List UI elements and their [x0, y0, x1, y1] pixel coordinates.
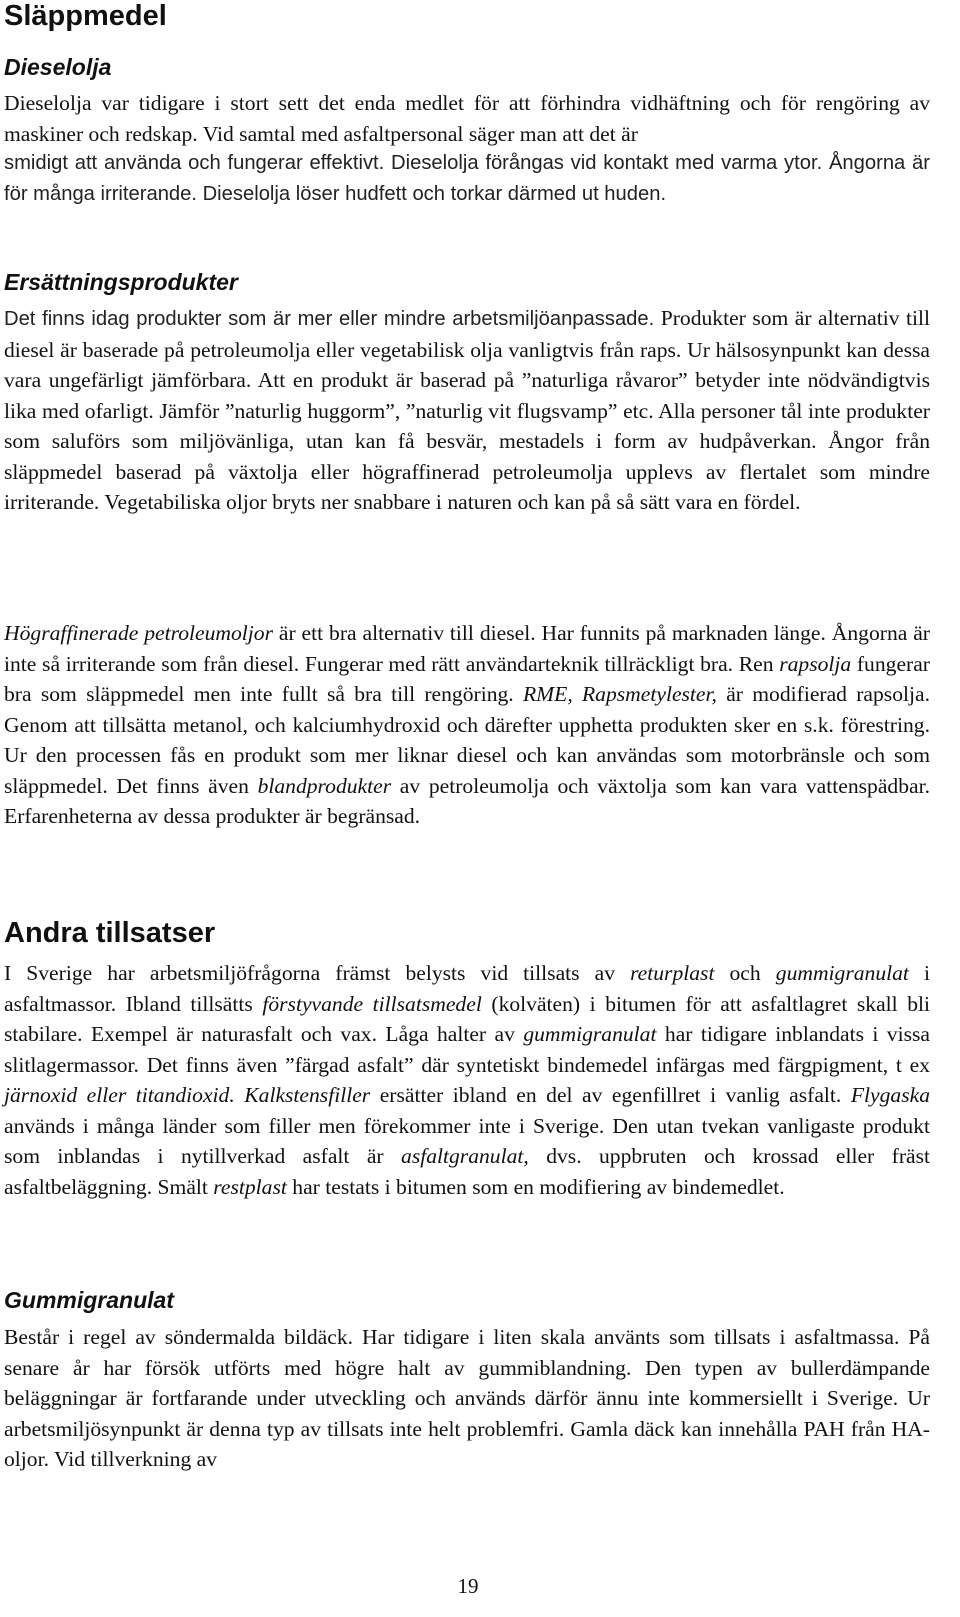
term-returplast: returplast — [630, 961, 715, 985]
term-blandprodukter: blandprodukter — [257, 773, 392, 798]
text-run: har testats i bitumen som en modifiering av bindemedlet. — [286, 1174, 785, 1199]
heading-dieselolja: Dieselolja — [4, 54, 112, 80]
text-run: ersätter ibland en del av egenfillret i vanlig asfalt. — [370, 1083, 851, 1107]
paragraph-dieselolja-1: Dieselolja var tidigare i stort sett det enda medlet för att förhindra vidhäftning och för rengöring av maskiner och redskap. Vid samtal med asfaltpersonal säger man att det är — [4, 91, 930, 146]
paragraph-hograffinerade — [4, 618, 930, 832]
paragraph-andra-tillsatser — [4, 958, 930, 1202]
text-run: är modifierad rapsolja. Genom att tillsätta metanol, och kalciumhydroxid och därefter upphetta produkten sker en s.k. förestring. Ur den processen fås en produkt som mer liknar diesel och kan användas som motorbränsle och som släppmedel. Det finns även — [4, 682, 930, 798]
text-run: i asfaltmassor. Ibland tillsätts — [4, 961, 930, 1016]
heading-gummigranulat: Gummigranulat — [4, 1287, 174, 1313]
paragraph-ersattning-lead: Det finns idag produkter som är mer eller mindre arbetsmiljöanpassade. — [4, 308, 655, 330]
text-run: och — [714, 961, 776, 985]
term-rapsolja: rapsolja — [779, 651, 852, 676]
page-number: 19 — [457, 1574, 479, 1598]
text-run: (kolväten) i bitumen för att asfaltlagret skall bli stabilare. Exempel är naturasfalt och vax. Låga halter av — [4, 991, 930, 1046]
paragraph-gummigranulat: Består i regel av söndermalda bildäck. Har tidigare i liten skala använts som tillsats i asfaltmassa. På senare år har försök utförts med högre halt av gummiblandning. Den typen av bullerdämpande beläggningar är fortfarande under utveckling och används därför ännu inte kommersiellt i Sverige. Ur arbetsmiljösynpunkt är denna typ av tillsats inte helt problemfri. Gamla däck kan innehålla PAH från HA-oljor. Vid tillverkning av — [4, 1325, 930, 1471]
term-forstyvande: förstyvande tillsatsmedel — [262, 991, 482, 1016]
heading-andra-tillsatser: Andra tillsatser — [4, 917, 216, 949]
term-jarnoxid-kalkstensfiller: järnoxid eller titandioxid. Kalkstensfiller — [4, 1083, 371, 1107]
term-rme: RME, Rapsmetylester, — [522, 682, 717, 706]
term-flygaska: Flygaska — [850, 1083, 930, 1107]
text-run: I Sverige har arbetsmiljöfrågorna främst belysts vid tillsats av — [4, 961, 631, 985]
paragraph-dieselolja-2: smidigt att använda och fungerar effektivt. Dieselolja förångas vid kontakt med varma ytor. Ångorna är för många irriterande. Dieselolja löser hudfett och torkar därmed ut huden. — [4, 152, 930, 205]
term-asfaltgranulat: asfaltgranulat — [401, 1144, 524, 1168]
term-hograffinerade: Högraffinerade petroleumoljor — [4, 621, 273, 645]
text-run: är ett bra alternativ till diesel. Har funnits på marknaden länge. Ångorna är inte så irriterande som från diesel. Fungerar med rätt användarteknik tillräckligt bra. Ren — [4, 621, 930, 676]
section-title: Släppmedel — [4, 0, 167, 32]
text-run: har tidigare inblandats i vissa slitlagermassor. Det finns även ”färgad asfalt” där syntetiskt bindemedel infärgas med färgpigment, t ex — [4, 1022, 930, 1077]
heading-ersattningsprodukter: Ersättningsprodukter — [4, 269, 238, 295]
paragraph-ersattning-rest: Produkter som är alternativ till diesel är baserade på petroleumolja eller vegetabilisk olja vanligtvis från raps. Ur hälsosynpunkt kan dessa vara ungefärligt jämförbara. Att en produkt är baserad på ”naturliga råvaror” betyder inte nödvändigtvis lika med ofarligt. Jämför ”naturlig huggorm”, ”naturlig vit flugsvamp” etc. Alla personer tål inte produkter som saluförs som miljövänliga, utan kan få besvär, mestadels i form av hudpåverkan. Ångor från släppmedel baserad på växtolja eller högraffinerad petroleumolja upplevs av flertalet som mindre irriterande. Vegetabiliska oljor bryts ner snabbare i naturen och kan på så sätt vara en fördel. — [4, 306, 930, 514]
text-run: av petroleumolja och växtolja som kan vara vattenspädbar. Erfarenheterna av dessa produkter är begränsad. — [4, 773, 930, 828]
text-run: används i många länder som filler men förekommer inte i Sverige. Den utan tvekan vanligaste produkt som inblandas i nytillverkad asfalt är — [4, 1113, 930, 1168]
paragraph-ersattningsprodukter — [4, 303, 930, 518]
term-gummigranulat-2: gummigranulat — [523, 1022, 657, 1046]
term-restplast: restplast — [213, 1174, 287, 1199]
term-gummigranulat: gummigranulat — [775, 961, 909, 985]
text-run: , dvs. uppbruten och krossad eller fräst asfaltbeläggning. Smält — [4, 1144, 931, 1199]
text-run: fungerar bra som släppmedel men inte fullt så bra till rengöring. — [4, 651, 931, 706]
